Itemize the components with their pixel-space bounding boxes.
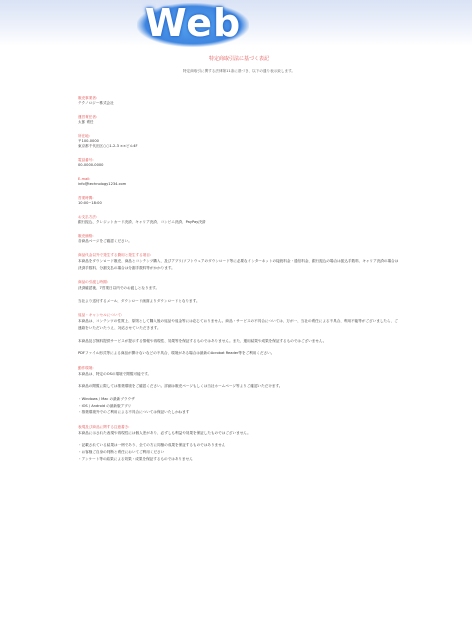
page-intro: 特定商取引に関する法律第11条に基づき、以下の通り表示致します。 (183, 69, 295, 73)
section-paragraph: 本商品をダウンロード販売、商品とコンテンツ購入、及びアプリ/ソフトウェアのダウンロード等に必要なインターネットの接続料金・通信料金、銀行振込の場合は振込手数料、キャリア決済の場合は決済手数料、分割支払の場合は分割手数料等がかかります。 (78, 259, 399, 270)
field-label: 販売価格: (78, 234, 94, 238)
policy-section (78, 425, 400, 462)
section-paragraph: 本商品及び無料提供サービスが提示する情報や再現性、効果等を保証するものではありません。また、運用結果や成果を保証するものではございません。 (78, 338, 327, 343)
field-value: 〒100-0000 東京都千代田区○○1-2-3 ××ビル4F (78, 139, 138, 148)
field-label: 運営責任者: (78, 115, 98, 119)
field-value: info@technology1234.com (78, 182, 127, 186)
section-paragraph: 本商品は、コンテンツの性質上、原則として購入後の返品や返金等には応じておりません。商品・サービスの不具合については、万が一、当社の責任による不具合、利用不能等がございましたら、ご連絡をいただいたうえ、対応させていただきます。 (78, 319, 398, 330)
field-value: 10:00~18:00 (78, 201, 102, 205)
section-notes (78, 442, 400, 462)
section-paragraph: 決済確認後、7営業日以内でのお渡しとなります。 (78, 286, 160, 291)
field-value: 00-0000-0000 (78, 163, 104, 167)
section-paragraph: 本商品は、特定のOSの環境で閲覧可能です。 (78, 371, 152, 376)
list-item: ・記載されている結果は一例であり、全ての方に同様の成果を保証するものではありません (78, 443, 226, 448)
info-fields (78, 96, 400, 244)
section-heading: 動作環境: (78, 365, 94, 370)
section-heading: 商品代金以外で発生する費用と発生する項目: (78, 253, 152, 257)
field-label: お支払方法: (78, 215, 98, 219)
section-paragraph: 本商品の閲覧に際しては推奨環境をご確認ください。詳細は販売ページもしくは当社ホームページ等よりご確認いただけます。 (78, 384, 283, 389)
field-value: 太郎 責任 (78, 120, 94, 124)
legal-notice-content (78, 56, 400, 471)
field-value: 各商品ページをご確認ください。 (78, 239, 132, 243)
page-title: 特定商取引法に基づく表記 (208, 56, 269, 62)
section-heading: 表現及び商品に関する注意書き: (78, 424, 130, 429)
field-label: E-mail: (78, 177, 91, 181)
section-paragraph: 当社より送付するメール、ダウンロード画面よりダウンロードとなります。 (78, 298, 200, 303)
field-label: 所在地: (78, 134, 90, 138)
site-header (0, 0, 472, 46)
section-heading: 返品・キャンセルについて: (78, 313, 123, 318)
site-logo[interactable]: Web (137, 3, 249, 47)
policy-section (78, 313, 400, 356)
section-paragraph: 本商品に示された表現や再現性には個人差があり、必ずしも利益や効果を保証したものではございません。 (78, 430, 251, 435)
field-value: テクノロジー株式会社 (78, 101, 114, 105)
policy-section (78, 280, 400, 304)
policy-section (78, 253, 400, 271)
section-notes (78, 396, 400, 416)
field-label: 販売事業者: (78, 96, 98, 100)
policy-section (78, 366, 400, 416)
list-item: ・iOS / Android の最新版アプリ (78, 403, 132, 408)
list-item: ・アンケート等の結果による効果・成果を保証するものではありません (78, 456, 193, 461)
section-heading: 商品の引渡し時期: (78, 280, 108, 285)
policy-sections (78, 253, 400, 462)
field-label: 営業時間: (78, 196, 94, 200)
section-paragraph: PDFファイル形式等による商品が開けないなどの不具合、環境がある場合は最新のAcrobat Reader等をご利用ください。 (78, 351, 275, 356)
list-item: ・推奨環境外でのご利用による不具合については保証いたしかねます (78, 410, 190, 415)
field-value: 銀行振込、クレジットカード決済、キャリア決済、コンビニ決済、PayPay決済 (78, 220, 206, 224)
list-item: ・Windows / Mac の最新ブラウザ (78, 396, 135, 401)
list-item: ・お客様ご自身の判断と責任においてご利用ください (78, 449, 165, 454)
field-label: 電話番号: (78, 158, 94, 162)
